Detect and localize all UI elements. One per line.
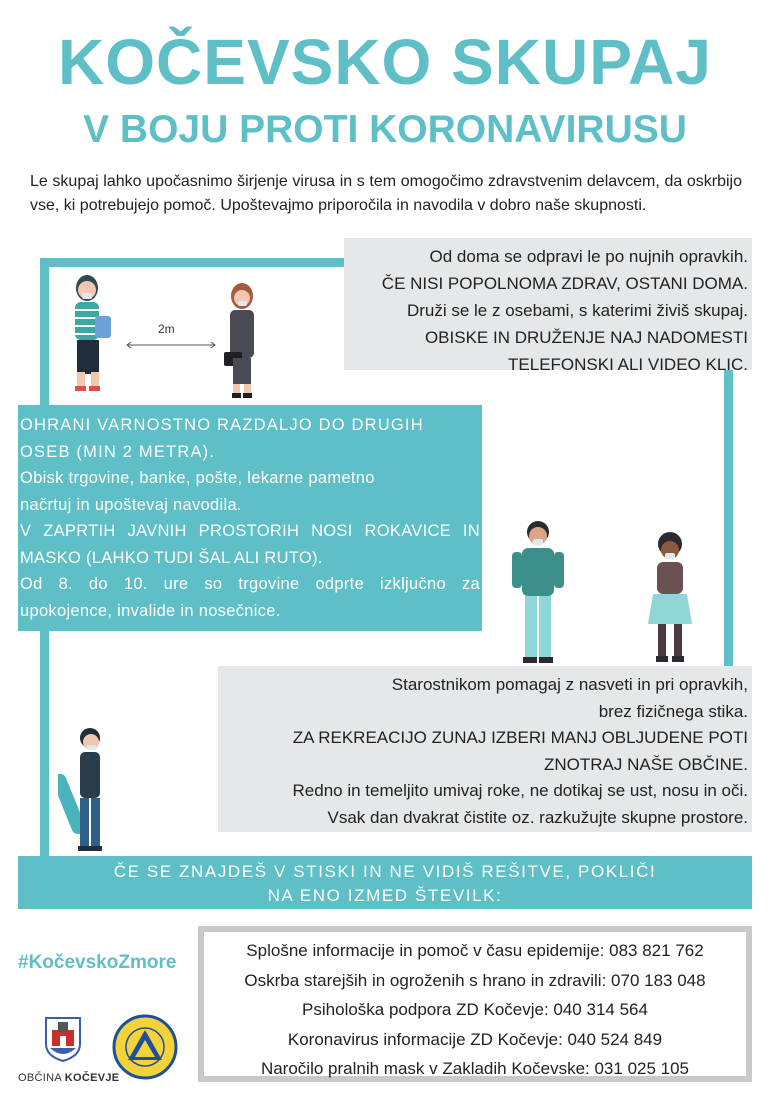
frame-right: [724, 370, 733, 666]
page-title: KOČEVSKO SKUPAJ: [58, 26, 712, 98]
distance-rule-line: Od 8. do 10. ure so trgovine odprte izključno za: [20, 575, 480, 593]
contact-numbers-box: [198, 926, 752, 1082]
contact-item: Oskrba starejših in ogroženih s hrano in zdravili: 070 183 048: [244, 970, 706, 990]
contact-item: Koronavirus informacije ZD Kočevje: 040 524 849: [287, 1029, 663, 1049]
elderly-hygiene-line: ZNOTRAJ NAŠE OBČINE.: [543, 754, 748, 774]
distance-arrow: [125, 340, 217, 350]
distance-rule-line: MASKO (LAHKO TUDI ŠAL ALI RUTO).: [20, 548, 323, 567]
elderly-hygiene-box: [218, 666, 752, 832]
distance-label: 2m: [158, 322, 175, 336]
elderly-hygiene-line: ZA REKREACIJO ZUNAJ IZBERI MANJ OBLJUDENE POTI: [292, 728, 748, 747]
distance-rules-box: [18, 405, 482, 631]
civil-protection-seal-icon: [112, 1014, 178, 1080]
man-illustration: [508, 518, 568, 666]
distance-rule-line: upokojence, invalide in nosečnice.: [20, 601, 281, 620]
page-subtitle: V BOJU PROTI KORONAVIRUSU: [83, 108, 687, 151]
stay-home-line: Od doma se odpravi le po nujnih opravkih.: [429, 247, 748, 266]
elderly-hygiene-line: brez fizičnega stika.: [598, 701, 748, 721]
stay-home-box: [344, 238, 752, 374]
stay-home-line: OBISKE IN DRUŽENJE NAJ NADOMESTI: [424, 328, 748, 347]
contact-item: Naročilo pralnih mask v Zakladih Kočevske: 031 025 105: [260, 1059, 690, 1078]
hashtag: #KočevskoZmore: [18, 952, 177, 973]
stay-home-line: Druži se le z osebami, s katerimi živiš skupaj.: [406, 301, 748, 320]
elderly-hygiene-line: Starostnikom pomagaj z nasveti in pri opravkih,: [391, 675, 748, 694]
help-banner: [18, 856, 752, 909]
distance-rule-line: načrtuj in upoštevaj navodila.: [20, 495, 242, 514]
stay-home-line: TELEFONSKI ALI VIDEO KLIC.: [508, 355, 748, 374]
distance-rule-line: Obisk trgovine, banke, pošte, lekarne pametno: [20, 469, 375, 487]
kocevje-coat-of-arms-icon: [44, 1016, 82, 1062]
woman-with-briefcase-illustration: [220, 280, 265, 400]
woman-curly-hair-illustration: [640, 532, 700, 666]
distance-rule-line: OSEB (MIN 2 METRA).: [20, 442, 216, 461]
contact-item: Splošne informacije in pomoč v času epidemije: 083 821 762: [246, 941, 704, 960]
municipality-label: OBČINA KOČEVJE: [18, 1072, 120, 1084]
distance-rule-line: V ZAPRTIH JAVNIH PROSTORIH NOSI ROKAVICE IN: [20, 522, 480, 540]
distance-rule-line: OHRANI VARNOSTNO RAZDALJO DO DRUGIH: [20, 416, 424, 434]
man-with-snowboard-illustration: [58, 726, 118, 856]
intro-paragraph: Le skupaj lahko upočasnimo širjenje virusa in s tem omogočimo zdravstvenim delavcem, da oskrbijo vse, ki potrebujejo pomoč. Upoštevajmo priporočila in navodila v dobro naše skupnosti.: [30, 173, 742, 214]
help-banner-line2: NA ENO IZMED ŠTEVILK:: [267, 886, 503, 905]
elderly-hygiene-line: Vsak dan dvakrat čistite oz. razkužujte skupne prostore.: [327, 807, 748, 827]
help-banner-line1: ČE SE ZNAJDEŠ V STISKI IN NE VIDIŠ REŠITVE, POKLIČI: [113, 862, 657, 881]
frame-left-upper: [40, 258, 49, 406]
contact-item: Psihološka podpora ZD Kočevje: 040 314 564: [302, 1000, 648, 1019]
frame-top: [40, 258, 344, 267]
elderly-hygiene-line: Redno in temeljito umivaj roke, ne dotikaj se ust, nosu in oči.: [292, 781, 748, 800]
woman-with-bag-illustration: [55, 268, 120, 398]
frame-left-lower: [40, 631, 49, 856]
stay-home-line: ČE NISI POPOLNOMA ZDRAV, OSTANI DOMA.: [381, 274, 748, 293]
